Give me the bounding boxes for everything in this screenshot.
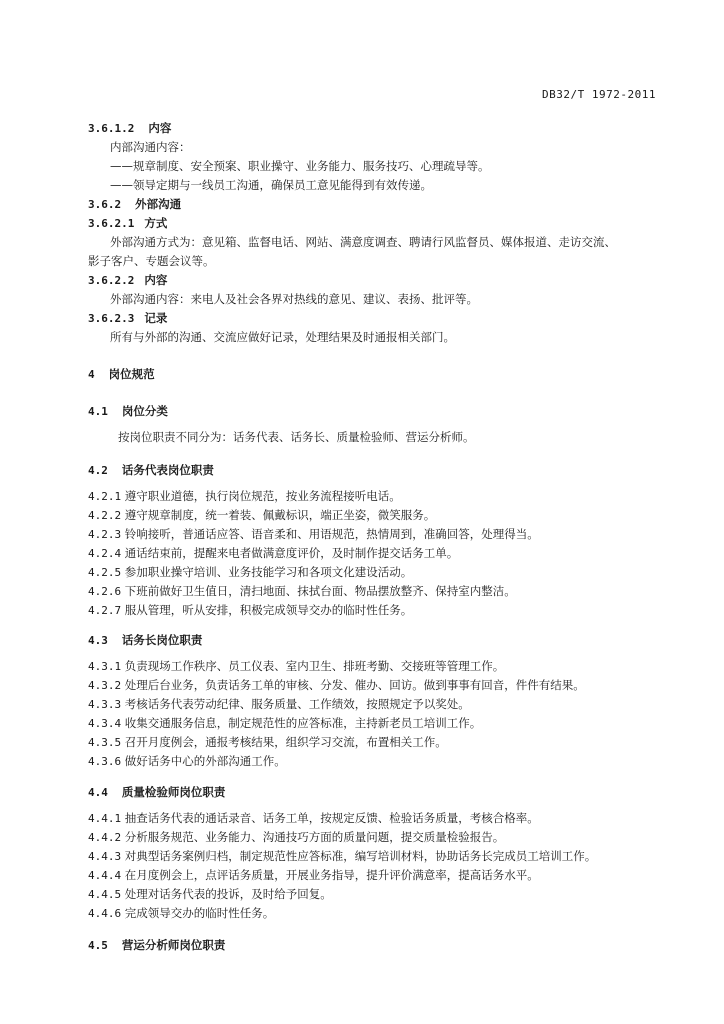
- list-item: 4.2.6 下班前做好卫生值日，清扫地面、抹拭台面、物品摆放整齐、保持室内整洁。: [88, 584, 516, 598]
- list-item: 4.3.2 处理后台业务，负责话务工单的审核、分发、催办、回访。做到事事有回音，件件有结果。: [88, 678, 585, 692]
- heading-4-1: 4.1 岗位分类: [88, 404, 168, 418]
- list-item: 4.3.3 考核话务代表劳动纪律、服务质量、工作绩效，按照规定予以奖处。: [88, 697, 470, 711]
- list-item: 4.4.4 在月度例会上，点评话务质量，开展业务指导，提升评价满意率，提高话务水平。: [88, 868, 539, 882]
- list-item: 4.4.2 分析服务规范、业务能力、沟通技巧方面的质量问题，提交质量检验报告。: [88, 830, 505, 844]
- heading-3-6-1-2: 3.6.1.2 内容: [88, 121, 172, 135]
- list-item: 4.2.3 铃响接听，普通话应答、语音柔和、用语规范，热情周到，准确回答，处理得当。: [88, 527, 539, 541]
- list-item: 4.2.7 服从管理，听从安排，积极完成领导交办的临时性任务。: [88, 603, 413, 617]
- paragraph-external-methods-line2: 影子客户、专题会议等。: [88, 254, 215, 268]
- list-item: 4.2.5 参加职业操守培训、业务技能学习和各项文化建设活动。: [88, 565, 413, 579]
- paragraph-external-methods-line1: 外部沟通方式为：意见箱、监督电话、网站、满意度调查、聘请行风监督员、媒体报道、走访交流、: [110, 235, 616, 249]
- list-item: 4.3.5 召开月度例会，通报考核结果，组织学习交流，布置相关工作。: [88, 735, 447, 749]
- paragraph-external-content: 外部沟通内容：来电人及社会各界对热线的意见、建议、表扬、批评等。: [110, 292, 478, 306]
- heading-3-6-2-1: 3.6.2.1 方式: [88, 216, 168, 230]
- list-item: 4.3.6 做好话务中心的外部沟通工作。: [88, 754, 286, 768]
- heading-4-2: 4.2 话务代表岗位职责: [88, 463, 214, 477]
- list-item: 4.3.4 收集交通服务信息，制定规范性的应答标准，主持新老员工培训工作。: [88, 716, 482, 730]
- list-item: 4.2.1 遵守职业道德，执行岗位规范，按业务流程接听电话。: [88, 489, 401, 503]
- paragraph-internal-intro: 内部沟通内容：: [110, 140, 191, 154]
- list-item: 4.4.1 抽查话务代表的通话录音、话务工单，按规定反馈、检验话务质量，考核合格率。: [88, 811, 539, 825]
- paragraph-position-types: 按岗位职责不同分为：话务代表、话务长、质量检验师、营运分析师。: [118, 430, 475, 444]
- list-item: 4.2.2 遵守规章制度，统一着装、佩戴标识，端正坐姿，微笑服务。: [88, 508, 436, 522]
- list-item: 4.4.5 处理对话务代表的投诉，及时给予回复。: [88, 887, 332, 901]
- paragraph-external-records: 所有与外部的沟通、交流应做好记录，处理结果及时通报相关部门。: [110, 330, 455, 344]
- list-item-internal-2: ——领导定期与一线员工沟通，确保员工意见能得到有效传递。: [110, 178, 432, 192]
- list-item: 4.3.1 负责现场工作秩序、员工仪表、室内卫生、排班考勤、交接班等管理工作。: [88, 659, 505, 673]
- document-code: DB32/T 1972-2011: [542, 88, 656, 101]
- heading-4: 4 岗位规范: [88, 367, 155, 381]
- heading-4-4: 4.4 质量检验师岗位职责: [88, 785, 226, 799]
- heading-3-6-2: 3.6.2 外部沟通: [88, 197, 182, 211]
- list-item: 4.4.3 对典型话务案例归档，制定规范性应答标准，编写培训材料，协助话务长完成员工培训工作。: [88, 849, 597, 863]
- list-item-internal-1: ——规章制度、安全预案、职业操守、业务能力、服务技巧、心理疏导等。: [110, 159, 490, 173]
- heading-3-6-2-2: 3.6.2.2 内容: [88, 273, 168, 287]
- list-item: 4.4.6 完成领导交办的临时性任务。: [88, 906, 275, 920]
- list-item: 4.2.4 通话结束前，提醒来电者做满意度评价，及时制作提交话务工单。: [88, 546, 459, 560]
- heading-4-3: 4.3 话务长岗位职责: [88, 633, 203, 647]
- heading-3-6-2-3: 3.6.2.3 记录: [88, 311, 168, 325]
- heading-4-5: 4.5 营运分析师岗位职责: [88, 938, 226, 952]
